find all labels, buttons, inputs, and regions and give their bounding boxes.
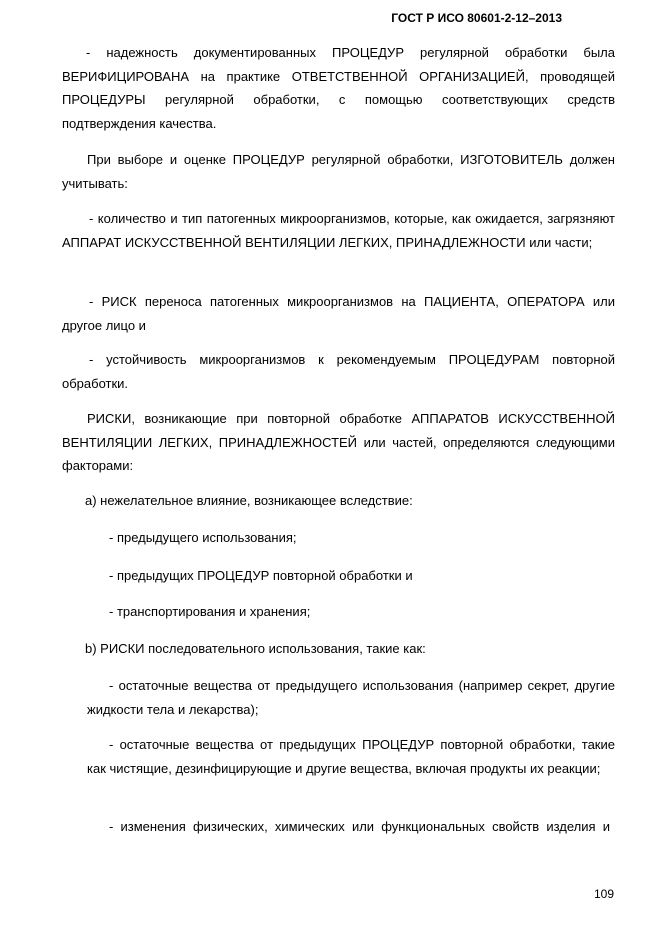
list-item-b: b) РИСКИ последовательного использования, такие как: [85,641,426,656]
list-item-risk-transfer: - РИСК переноса патогенных микроорганизмов на ПАЦИЕНТА, ОПЕРАТОРА или другое лицо и [62,294,615,333]
sublist-item-property-changes [109,817,610,837]
sublist-item-transport-storage: - транспортирования и хранения; [109,604,311,619]
list-item-a: a) нежелательное влияние, возникающее вследствие: [85,493,413,508]
paragraph-reprocessing-risks: РИСКИ, возникающие при повторной обработке АППАРАТОВ ИСКУССТВЕННОЙ ВЕНТИЛЯЦИИ ЛЕГКИХ, ПРИНАДЛЕЖНОСТЕЙ или частей, определяются следующими факторами: [62,411,615,473]
list-item-pathogen-quantity: - количество и тип патогенных микроорганизмов, которые, как ожидается, загрязняют АППАРАТ ИСКУССТВЕННОЙ ВЕНТИЛЯЦИИ ЛЕГКИХ, ПРИНАДЛЕЖНОСТИ или части; [62,211,615,250]
sublist-item-previous-procedures: - предыдущих ПРОЦЕДУР повторной обработки и [109,568,413,583]
sublist-item-residues-reprocessing: - остаточные вещества от предыдущих ПРОЦЕДУР повторной обработки, такие как чистящие, дезинфицирующие и другие вещества, включая продукты их реакции; [87,737,615,776]
list-item-microorganism-resistance: - устойчивость микроорганизмов к рекомендуемым ПРОЦЕДУРАМ повторной обработки. [62,352,615,391]
document-header: ГОСТ Р ИСО 80601-2-12–2013 [391,11,562,25]
page-number: 109 [594,887,615,901]
paragraph-manufacturer-considerations: При выборе и оценке ПРОЦЕДУР регулярной обработки, ИЗГОТОВИТЕЛЬ должен учитывать: [62,152,615,191]
paragraph-reliability-verified: - надежность документированных ПРОЦЕДУР регулярной обработки была ВЕРИФИЦИРОВАНА на практике ОТВЕТСТВЕННОЙ ОРГАНИЗАЦИЕЙ, проводящей ПРОЦЕДУРЫ регулярной обработки, с помощью соответствующих средств подтверждения качества. [62,45,615,131]
sublist-item-previous-use: - предыдущего использования; [109,530,297,545]
sublist-item-property-changes-text: - изменения физических, химических или функциональных свойств изделия и [109,819,610,834]
sublist-item-residues-previous-use: - остаточные вещества от предыдущего использования (например секрет, другие жидкости тела и лекарства); [87,678,615,717]
